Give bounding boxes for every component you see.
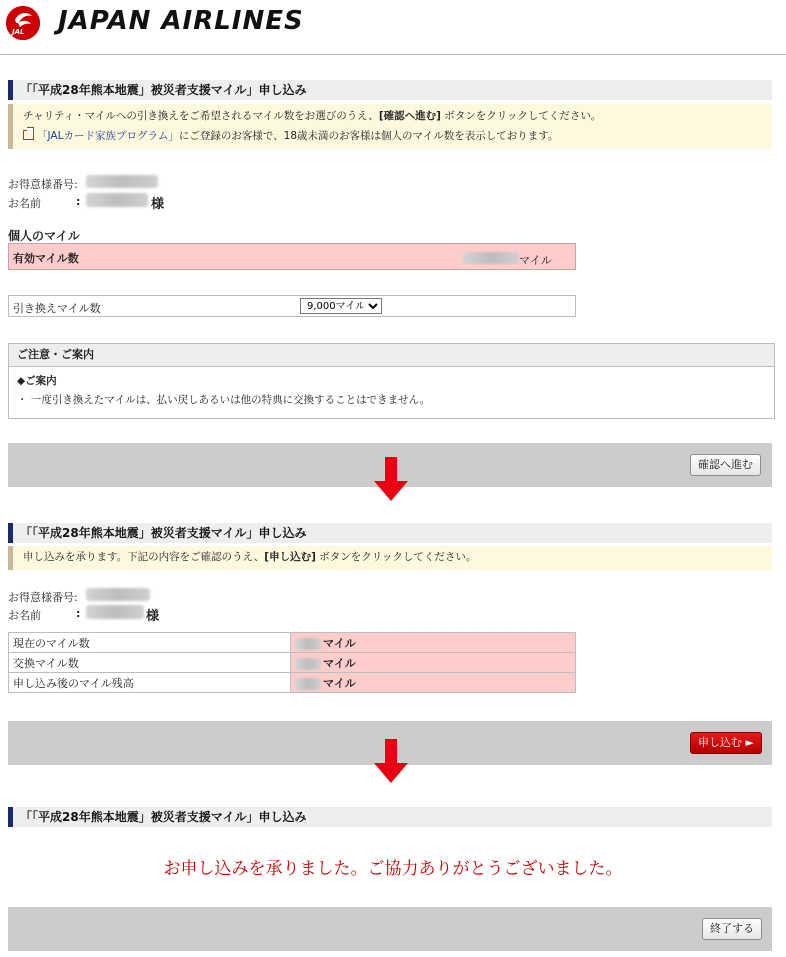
name-value — [86, 193, 148, 207]
exchange-miles-label: 引き換えマイル数 — [13, 302, 101, 315]
notice-text: チャリティ・マイルへの引き換えをご希望されるマイル数をお選びのうえ、 — [23, 110, 379, 122]
notice-bold: [申し込む] — [264, 551, 316, 563]
family-program-link[interactable]: 「JALカード家族プログラム」 — [37, 130, 179, 142]
row-value — [291, 633, 576, 653]
customer-number-value — [86, 175, 158, 188]
notice-text: 申し込みを承ります。下記の内容をご確認のうえ、 — [23, 551, 265, 563]
name-colon: : — [76, 195, 81, 208]
step1-notice — [8, 104, 772, 149]
notice-bold: [確認へ進む] — [378, 110, 441, 122]
row-label: 現在のマイル数 — [9, 633, 291, 653]
finish-button[interactable]: 終了する — [702, 918, 762, 940]
name-colon: : — [76, 607, 81, 620]
submit-button[interactable]: 申し込む ► — [690, 732, 762, 754]
step2-notice — [8, 546, 772, 570]
table-row — [9, 633, 576, 653]
notice-text: ボタンをクリックしてください。 — [440, 110, 602, 122]
summary-table — [8, 632, 576, 693]
valid-miles-row — [8, 243, 576, 270]
row-value — [291, 673, 576, 693]
step3-action-bar — [8, 907, 772, 951]
jal-crane-icon — [6, 6, 40, 40]
honorific: 様 — [146, 609, 160, 624]
notice-line-1 — [23, 106, 772, 126]
table-row — [9, 653, 576, 673]
complete-message: お申し込みを承りました。ご協力ありがとうございました。 — [163, 859, 623, 879]
name-label: お名前 — [8, 609, 41, 622]
step1-title: 「「平成28年熊本地震」被災者支援マイル」申し込み — [8, 80, 772, 100]
exchange-miles-select[interactable] — [300, 298, 382, 314]
customer-number-label: お得意様番号: — [8, 591, 78, 604]
step3-title: 「「平成28年熊本地震」被災者支援マイル」申し込み — [8, 807, 772, 827]
personal-miles-heading: 個人のマイル — [8, 229, 80, 243]
table-row — [9, 673, 576, 693]
confirm-button[interactable]: 確認へ進む — [690, 454, 761, 476]
exchange-miles-row — [8, 295, 576, 317]
name-value — [86, 605, 144, 619]
row-unit: マイル — [323, 676, 356, 690]
name-label: お名前 — [8, 197, 41, 210]
notice-line — [23, 546, 772, 566]
valid-miles-label: 有効マイル数 — [13, 252, 79, 265]
notice-text: ボタンをクリックしてください。 — [315, 551, 477, 563]
valid-miles-value — [463, 252, 519, 264]
valid-miles-unit: マイル — [519, 254, 552, 267]
customer-number-value — [86, 588, 150, 601]
caution-title: ご注意・ご案内 — [9, 344, 774, 367]
row-label: 交換マイル数 — [9, 653, 291, 673]
caution-box — [8, 343, 775, 419]
guide-heading: ◆ご案内 — [17, 375, 57, 387]
external-link-icon — [23, 130, 34, 140]
step2-title: 「「平成28年熊本地震」被災者支援マイル」申し込み — [8, 523, 772, 543]
row-unit: マイル — [323, 636, 356, 650]
guide-text: ・ 一度引き換えたマイルは、払い戻しあるいは他の特典に交換することはできません。 — [17, 394, 431, 406]
logo-text: JAL — [12, 28, 25, 36]
row-value — [291, 653, 576, 673]
notice-line-2 — [23, 126, 772, 146]
notice-text: にご登録のお客様で、18歳未満のお客様は個人のマイル数を表示しております。 — [178, 130, 559, 142]
brand-name: JAPAN AIRLINES — [58, 6, 304, 36]
row-label: 申し込み後のマイル残高 — [9, 673, 291, 693]
customer-number-label: お得意様番号: — [8, 178, 78, 191]
header-divider — [0, 54, 786, 55]
honorific: 様 — [151, 197, 165, 212]
row-unit: マイル — [323, 656, 356, 670]
